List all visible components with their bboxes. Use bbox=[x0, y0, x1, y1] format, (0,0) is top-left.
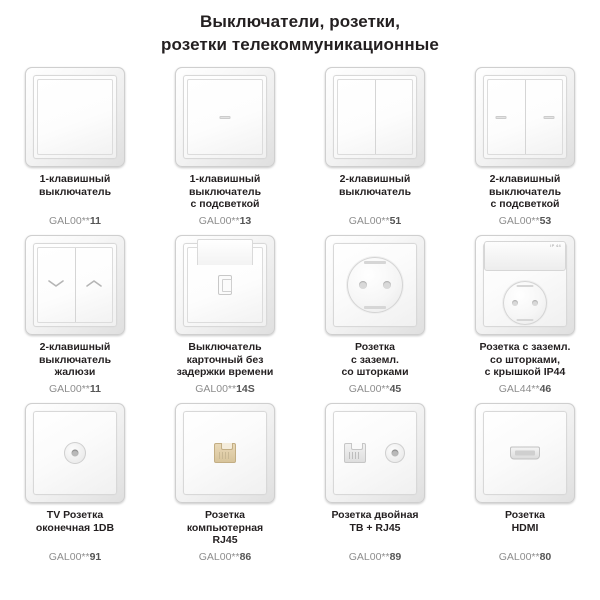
page-title bbox=[0, 0, 600, 57]
product-caption: Выключатель карточный без задержки времени bbox=[176, 340, 274, 379]
product-caption: Розетка HDMI bbox=[504, 508, 546, 534]
product-code: GAL00**53 bbox=[498, 214, 552, 227]
page-title-line-2: розетки телекоммуникационные bbox=[161, 34, 439, 54]
tv-rj45-socket-icon bbox=[325, 403, 425, 503]
product-cell[interactable] bbox=[300, 65, 450, 233]
page-title-line-1: Выключатели, розетки, bbox=[199, 12, 401, 31]
product-cell[interactable] bbox=[150, 233, 300, 401]
socket-schuko-lid-icon bbox=[475, 235, 575, 335]
product-cell[interactable] bbox=[450, 65, 600, 233]
product-caption: 1-клавишный выключатель bbox=[38, 172, 112, 198]
product-cell[interactable] bbox=[300, 233, 450, 401]
product-cell[interactable] bbox=[0, 233, 150, 401]
product-caption: Розетка двойная ТВ + RJ45 bbox=[331, 508, 419, 534]
product-caption: Розетка с заземл. со шторками bbox=[341, 340, 409, 379]
product-code: GAL00**51 bbox=[348, 214, 402, 227]
ip44-label: IP 44 bbox=[550, 242, 561, 248]
product-code: GAL00**11 bbox=[49, 214, 101, 227]
card-switch-icon bbox=[175, 235, 275, 335]
product-code: GAL00**91 bbox=[48, 550, 102, 563]
socket-schuko-icon bbox=[325, 235, 425, 335]
hdmi-socket-icon bbox=[475, 403, 575, 503]
chevron-down-icon bbox=[47, 279, 65, 288]
product-code: GAL00**89 bbox=[348, 550, 402, 563]
product-cell[interactable] bbox=[0, 65, 150, 233]
product-code: GAL00**14S bbox=[195, 382, 255, 395]
product-caption: 2-клавишный выключатель жалюзи bbox=[38, 340, 112, 379]
product-cell[interactable] bbox=[0, 401, 150, 569]
switch-1-key-led-icon bbox=[175, 67, 275, 167]
product-caption: 2-клавишный выключатель bbox=[338, 172, 412, 198]
product-code: GAL00**13 bbox=[198, 214, 252, 227]
rj45-socket-icon bbox=[175, 403, 275, 503]
product-caption: 1-клавишный выключатель с подсветкой bbox=[188, 172, 262, 211]
product-cell[interactable] bbox=[450, 233, 600, 401]
product-code: GAL00**80 bbox=[498, 550, 552, 563]
switch-2-key-icon bbox=[325, 67, 425, 167]
switch-1-key-icon bbox=[25, 67, 125, 167]
product-cell[interactable] bbox=[150, 401, 300, 569]
product-code: GAL00**45 bbox=[348, 382, 402, 395]
tv-coax-socket-icon bbox=[25, 403, 125, 503]
product-caption: TV Розетка оконечная 1DB bbox=[35, 508, 115, 534]
product-grid bbox=[0, 65, 600, 569]
product-code: GAL00**11 bbox=[49, 382, 101, 395]
product-cell[interactable] bbox=[450, 401, 600, 569]
switch-2-key-led-icon bbox=[475, 67, 575, 167]
product-caption: 2-клавишный выключатель с подсветкой bbox=[488, 172, 562, 211]
product-cell[interactable] bbox=[300, 401, 450, 569]
product-cell[interactable] bbox=[150, 65, 300, 233]
product-caption: Розетка с заземл. со шторками, с крышкой IP44 bbox=[479, 340, 571, 379]
product-caption: Розетка компьютерная RJ45 bbox=[186, 508, 264, 547]
switch-blinds-icon bbox=[25, 235, 125, 335]
chevron-up-icon bbox=[85, 279, 103, 288]
product-code: GAL44**46 bbox=[498, 382, 552, 395]
product-code: GAL00**86 bbox=[198, 550, 252, 563]
